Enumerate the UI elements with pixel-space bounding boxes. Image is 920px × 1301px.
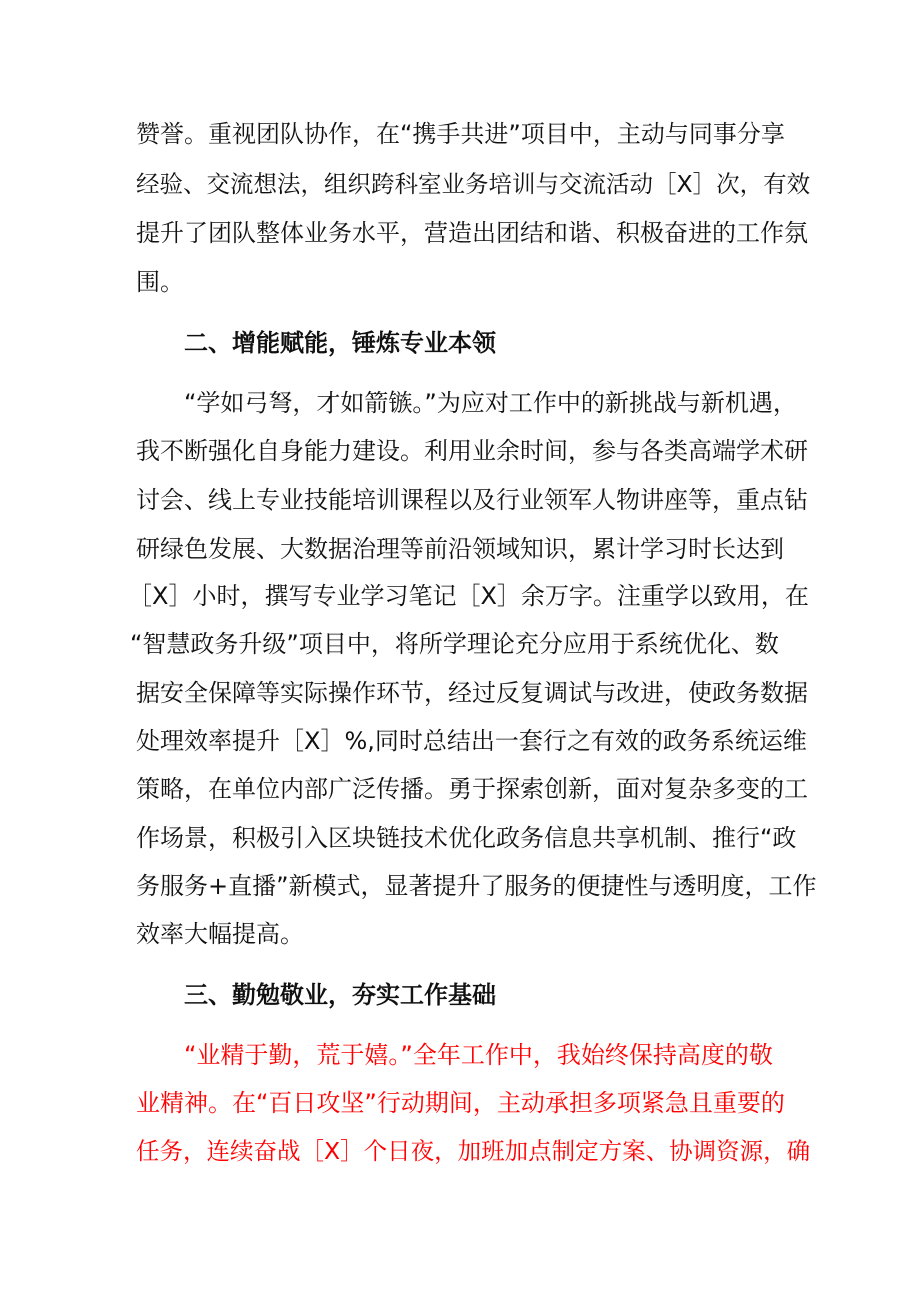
paragraph-line: 效率大幅提高。: [136, 920, 304, 948]
paragraph-line: 研绿色发展、大数据治理等前沿领域知识，累计学习时长达到: [136, 535, 784, 563]
paragraph-line: ［X］小时，撰写专业学习笔记［X］余万字。注重学以致用，在: [128, 582, 809, 610]
paragraph-line: 作场景，积极引入区块链技术优化政务信息共享机制、推行“政: [136, 824, 797, 852]
paragraph-line: 务服务+直播”新模式，显著提升了服务的便捷性与透明度，工作: [136, 872, 817, 900]
paragraph-line: 经验、交流想法，组织跨科室业务培训与交流活动［X］次，有效: [136, 170, 811, 198]
paragraph-line: 任务，连续奋战［X］个日夜，加班加点制定方案、协调资源，确: [136, 1137, 811, 1165]
paragraph-line: 策略，在单位内部广泛传播。勇于探索创新，面对复杂多变的工: [136, 775, 808, 803]
section-heading: 二、增能赋能，锤炼专业本领: [184, 329, 496, 357]
paragraph-line: 据安全保障等实际操作环节，经过反复调试与改进，使政务数据: [136, 679, 808, 707]
paragraph-line: 处理效率提升［X］%,同时总结出一套行之有效的政务系统运维: [136, 727, 807, 755]
paragraph-line: “学如弓弩，才如箭镞。”为应对工作中的新挑战与新机遇，: [184, 389, 797, 417]
paragraph-line: 提升了团队整体业务水平，营造出团结和谐、积极奋进的工作氛: [136, 219, 808, 247]
paragraph-line: 赞誉。重视团队协作，在“携手共进”项目中，主动与同事分享: [136, 120, 785, 148]
section-heading: 三、勤勉敬业，夯实工作基础: [184, 981, 496, 1009]
paragraph-line: 业精神。在“百日攻坚”行动期间，主动承担多项紧急且重要的: [136, 1089, 785, 1117]
paragraph-line: 讨会、线上专业技能培训课程以及行业领军人物讲座等，重点钻: [136, 486, 808, 514]
paragraph-line: 我不断强化自身能力建设。利用业余时间，参与各类高端学术研: [136, 437, 808, 465]
paragraph-line: “业精于勤，荒于嬉。”全年工作中，我始终保持高度的敬: [184, 1041, 773, 1069]
paragraph-line: 围。: [136, 268, 184, 296]
paragraph-line: “智慧政务升级”项目中，将所学理论充分应用于系统优化、数: [130, 630, 779, 658]
